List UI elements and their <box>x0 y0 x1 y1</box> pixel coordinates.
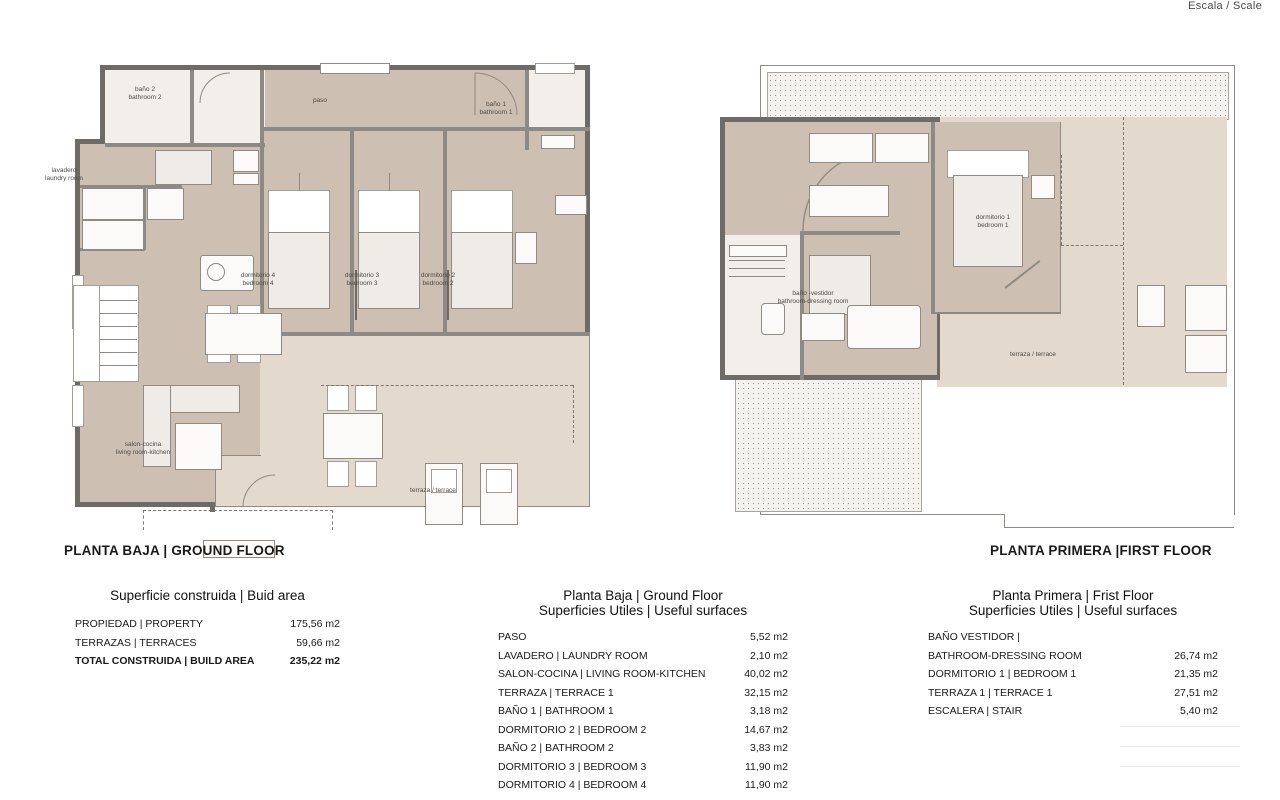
row-label: BAÑO VESTIDOR | <box>928 631 1020 643</box>
wall <box>720 375 940 380</box>
wall <box>260 70 264 335</box>
wall <box>260 127 590 131</box>
row-value: 26,74 m2 <box>1174 649 1218 662</box>
row-label: TERRAZA 1 | TERRACE 1 <box>928 686 1053 699</box>
table-row <box>498 776 788 795</box>
title-line-2: Superficies Utiles | Useful surfaces <box>968 603 1178 618</box>
room-label-bedroom1: dormitorio 1 bedroom 1 <box>975 214 1011 229</box>
first-surfaces-title <box>928 588 1218 618</box>
table-row <box>928 665 1218 684</box>
table-row <box>75 652 340 671</box>
window <box>72 385 84 427</box>
row-label: DORMITORIO 3 | BEDROOM 3 <box>498 760 647 773</box>
nightstand <box>1031 175 1055 199</box>
watermark <box>1120 716 1260 786</box>
bed <box>358 232 420 309</box>
bed <box>451 232 513 309</box>
row-label: PASO <box>498 631 527 643</box>
window <box>535 63 575 74</box>
wardrobe <box>555 195 587 215</box>
outdoor-chair <box>327 385 349 411</box>
row-label: SALON-COCINA | LIVING ROOM-KITCHEN <box>498 668 706 680</box>
shower <box>729 245 787 257</box>
kitchen-counter <box>82 188 144 220</box>
door-swing-icon <box>241 473 277 509</box>
table-row <box>498 758 788 777</box>
row-value: 3,18 m2 <box>750 705 788 717</box>
table-row <box>498 665 788 684</box>
outdoor-lounger <box>1185 285 1227 331</box>
row-value: 3,83 m2 <box>750 742 788 754</box>
table-row <box>75 615 340 634</box>
title-line-2: Superficies Utiles | Useful surfaces <box>538 603 748 618</box>
row-label: BAÑO 1 | BATHROOM 1 <box>498 705 614 717</box>
outdoor-chair <box>355 385 377 411</box>
ground-floor-title: PLANTA BAJA | GROUND FLOOR <box>64 543 285 558</box>
row-value: 2,10 m2 <box>750 649 788 662</box>
chair <box>207 305 231 314</box>
outdoor-chair <box>1137 285 1165 327</box>
ground-floor-surfaces-table <box>498 588 788 795</box>
row-value: 40,02 m2 <box>744 668 788 680</box>
table-row <box>498 684 788 703</box>
stair-landing <box>73 285 100 382</box>
row-value: 5,40 m2 <box>1180 705 1218 717</box>
outdoor-lounger <box>1185 335 1227 373</box>
row-value: 11,90 m2 <box>745 760 788 773</box>
chair <box>237 305 261 314</box>
row-value <box>1148 628 1218 647</box>
wall <box>260 332 590 336</box>
row-label: ESCALERA | STAIR <box>928 705 1023 717</box>
first-floor-surfaces-table <box>928 588 1218 721</box>
window <box>320 63 390 74</box>
row-label: TERRAZAS | TERRACES <box>75 636 197 649</box>
kitchen-island <box>155 150 212 185</box>
row-label: BAÑO 2 | BATHROOM 2 <box>498 742 614 754</box>
first-floor-title: PLANTA PRIMERA |FIRST FLOOR <box>990 543 1212 558</box>
desk <box>809 185 889 217</box>
bed-headboard <box>947 150 1029 178</box>
lounger-back <box>486 469 512 493</box>
line <box>589 335 590 507</box>
table-row <box>928 628 1218 647</box>
bed <box>358 190 420 234</box>
row-value: 5,52 m2 <box>750 631 788 643</box>
chair <box>237 354 261 363</box>
room-label-bathroom2: baño 2 bathroom 2 <box>128 86 162 101</box>
row-value: 27,51 m2 <box>1174 686 1218 699</box>
wall <box>350 130 354 335</box>
row-label: DORMITORIO 4 | BEDROOM 4 <box>498 779 647 791</box>
kitchen-unit <box>82 220 144 250</box>
outdoor-chair <box>355 461 377 487</box>
outdoor-chair <box>327 461 349 487</box>
room-label-living: salon-cocina living room-kitchen <box>115 441 171 456</box>
toilet <box>233 150 259 172</box>
scale-note: Escala / Scale <box>1188 0 1262 12</box>
table-row <box>75 634 340 653</box>
row-label: TOTAL CONSTRUIDA | BUILD AREA <box>75 655 255 667</box>
table-row <box>928 684 1218 703</box>
toilet <box>761 303 785 335</box>
sink <box>801 313 845 341</box>
row-value: 32,15 m2 <box>744 686 788 699</box>
first-floor-plan <box>705 55 1245 515</box>
chair <box>207 354 231 363</box>
wardrobe <box>809 133 873 163</box>
door-swing-icon <box>198 71 232 105</box>
row-value: 14,67 m2 <box>744 723 788 736</box>
row-label: PROPIEDAD | PROPERTY <box>75 618 203 630</box>
row-label: DORMITORIO 2 | BEDROOM 2 <box>498 723 647 736</box>
row-value: 235,22 m2 <box>289 655 340 667</box>
row-value: 59,66 m2 <box>296 636 340 649</box>
row-value: 11,90 m2 <box>745 779 788 791</box>
built-area-title: Superficie construida | Buid area <box>110 588 305 603</box>
wall <box>75 502 215 507</box>
table-row <box>498 702 788 721</box>
kitchen-hob <box>147 188 184 220</box>
row-label: BATHROOM-DRESSING ROOM <box>928 649 1082 662</box>
wall <box>800 235 804 380</box>
table-row <box>498 647 788 666</box>
wall <box>105 143 265 147</box>
wardrobe <box>875 133 929 163</box>
row-value: 21,35 m2 <box>1174 668 1218 680</box>
bed <box>268 190 330 234</box>
wall <box>190 70 194 145</box>
bathtub <box>541 135 575 149</box>
table-row <box>498 739 788 758</box>
room-label-terrace-ground: terraza / terrace <box>410 487 456 494</box>
bathtub <box>847 305 921 349</box>
row-label: LAVADERO | LAUNDRY ROOM <box>498 649 648 662</box>
outdoor-table <box>323 413 383 459</box>
built-area-table <box>75 588 340 671</box>
coffee-table <box>175 423 222 470</box>
terrace-hatch-bottom <box>735 375 922 512</box>
room-label-bedroom4: dormitorio 4 bedroom 4 <box>240 272 276 287</box>
room-label-paso: paso <box>312 97 328 104</box>
title-line-1: Planta Primera | Frist Floor <box>992 588 1154 603</box>
room-label-bedroom3: dormitorio 3 bedroom 3 <box>344 272 380 287</box>
dining-table-2 <box>205 313 282 355</box>
ground-surfaces-title <box>498 588 788 618</box>
room-label-laundry: lavadero laundry room <box>45 167 83 182</box>
room-label-terrace-first: terraza / terrace <box>1010 351 1056 358</box>
room-label-bathroom1: baño 1 bathroom 1 <box>479 101 513 116</box>
bed <box>268 232 330 309</box>
nightstand <box>515 232 537 264</box>
table-row <box>928 647 1218 666</box>
table-row <box>498 628 788 647</box>
row-label: TERRAZA | TERRACE 1 <box>498 686 614 699</box>
row-value: 175,56 m2 <box>290 618 340 630</box>
sink <box>233 173 259 185</box>
bed <box>451 190 513 234</box>
room-label-bathroom-dressing: baño -vestidor bathroom-dressing room <box>777 290 849 305</box>
wall <box>525 70 529 150</box>
row-label: DORMITORIO 1 | BEDROOM 1 <box>928 668 1077 680</box>
table-detail <box>207 263 225 281</box>
table-row <box>498 721 788 740</box>
room-label-bedroom2: dormitorio 2 bedroom 2 <box>420 272 456 287</box>
room-fill-bath2 <box>105 70 265 145</box>
terrace-hatch-top <box>767 72 1229 120</box>
title-line-1: Planta Baja | Ground Floor <box>563 588 723 603</box>
